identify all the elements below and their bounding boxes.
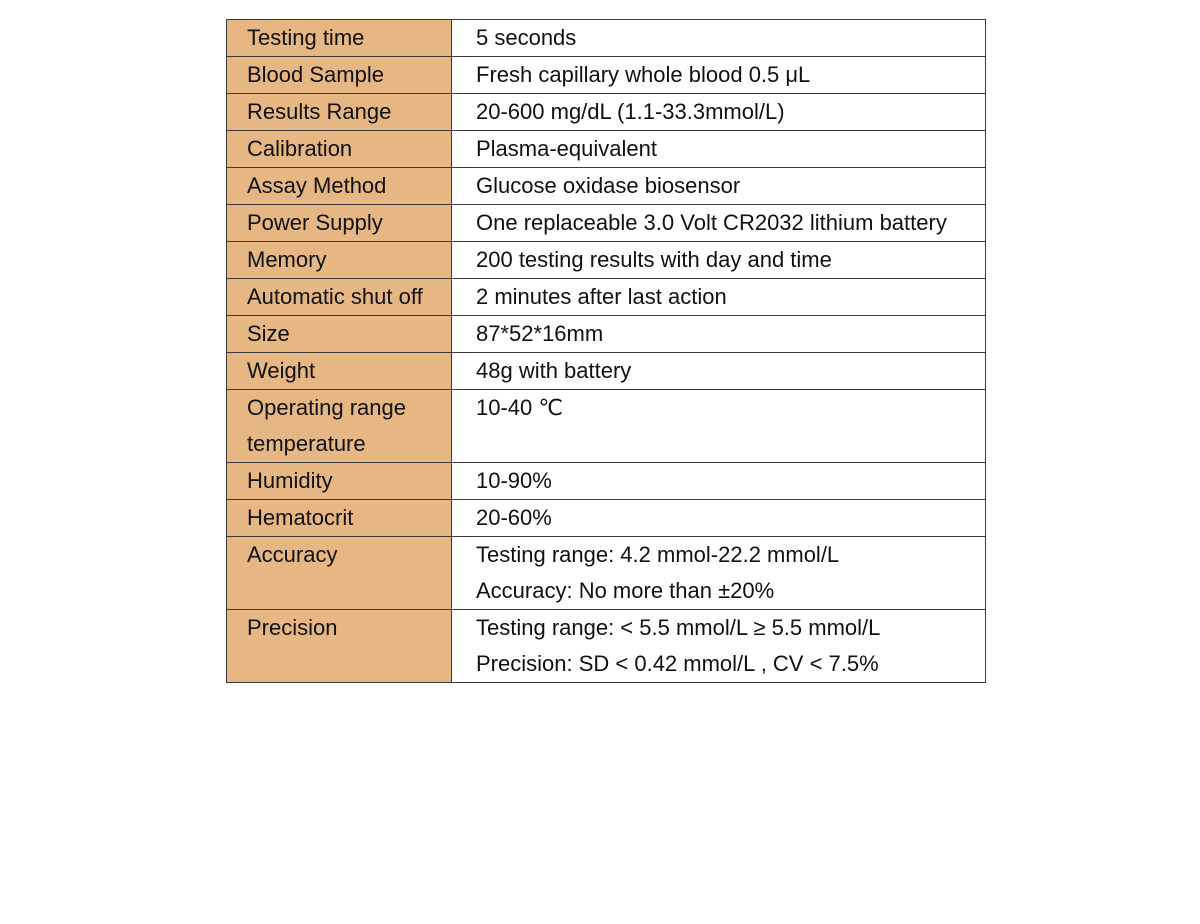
spec-row bbox=[227, 242, 986, 279]
spec-value-cell bbox=[452, 537, 986, 610]
spec-value: 10-90% bbox=[476, 468, 552, 493]
spec-value: 5 seconds bbox=[476, 25, 577, 50]
spec-row bbox=[227, 390, 986, 463]
spec-label-cell bbox=[227, 353, 452, 390]
spec-label-cell bbox=[227, 242, 452, 279]
spec-value: 20-600 mg/dL (1.1-33.3mmol/L) bbox=[476, 99, 785, 124]
spec-label: Size bbox=[247, 321, 290, 346]
spec-label: Weight bbox=[247, 358, 316, 383]
spec-row bbox=[227, 131, 986, 168]
spec-row bbox=[227, 94, 986, 131]
spec-label-cell bbox=[227, 279, 452, 316]
spec-value: Precision: SD < 0.42 mmol/L , CV < 7.5% bbox=[476, 651, 879, 676]
spec-label: Hematocrit bbox=[247, 505, 354, 530]
spec-label: Power Supply bbox=[247, 210, 383, 235]
spec-value: 200 testing results with day and time bbox=[476, 247, 832, 272]
spec-label-cell bbox=[227, 500, 452, 537]
spec-value-cell bbox=[452, 57, 986, 94]
spec-value-cell bbox=[452, 390, 986, 463]
spec-value-cell bbox=[452, 131, 986, 168]
spec-value-cell bbox=[452, 94, 986, 131]
spec-value: Fresh capillary whole blood 0.5 μL bbox=[476, 62, 811, 87]
spec-value: Accuracy: No more than ±20% bbox=[476, 578, 775, 603]
spec-label-cell bbox=[227, 316, 452, 353]
spec-label-cell bbox=[227, 463, 452, 500]
spec-value-cell bbox=[452, 316, 986, 353]
spec-row bbox=[227, 500, 986, 537]
spec-value-cell bbox=[452, 463, 986, 500]
spec-value-cell bbox=[452, 20, 986, 57]
spec-label-cell bbox=[227, 94, 452, 131]
spec-label: Precision bbox=[247, 615, 338, 640]
spec-table-body bbox=[227, 20, 986, 683]
spec-label-cell bbox=[227, 131, 452, 168]
spec-value: 87*52*16mm bbox=[476, 321, 604, 346]
spec-table bbox=[226, 19, 986, 683]
spec-row bbox=[227, 316, 986, 353]
spec-label-cell bbox=[227, 20, 452, 57]
spec-label-cell bbox=[227, 610, 452, 683]
spec-value: 2 minutes after last action bbox=[476, 284, 727, 309]
spec-value: Plasma-equivalent bbox=[476, 136, 657, 161]
spec-label: Memory bbox=[247, 247, 327, 272]
spec-label: Results Range bbox=[247, 99, 392, 124]
spec-row bbox=[227, 353, 986, 390]
spec-value: Testing range: < 5.5 mmol/L ≥ 5.5 mmol/L bbox=[476, 615, 881, 640]
spec-value-cell bbox=[452, 500, 986, 537]
spec-value: 48g with battery bbox=[476, 358, 632, 383]
spec-label-cell bbox=[227, 205, 452, 242]
spec-label-cell bbox=[227, 57, 452, 94]
spec-label: Testing time bbox=[247, 25, 365, 50]
spec-value-cell bbox=[452, 205, 986, 242]
spec-value: 20-60% bbox=[476, 505, 552, 530]
spec-value: Testing range: 4.2 mmol-22.2 mmol/L bbox=[476, 542, 840, 567]
spec-value-cell bbox=[452, 353, 986, 390]
spec-label: temperature bbox=[247, 431, 366, 456]
spec-value: One replaceable 3.0 Volt CR2032 lithium battery bbox=[476, 210, 947, 235]
spec-label-cell bbox=[227, 390, 452, 463]
spec-value: 10-40 ℃ bbox=[476, 395, 564, 420]
spec-value-cell bbox=[452, 610, 986, 683]
spec-row bbox=[227, 168, 986, 205]
spec-row bbox=[227, 279, 986, 316]
spec-row bbox=[227, 610, 986, 683]
spec-value-cell bbox=[452, 279, 986, 316]
spec-value-cell bbox=[452, 242, 986, 279]
spec-row bbox=[227, 205, 986, 242]
spec-row bbox=[227, 57, 986, 94]
spec-label: Calibration bbox=[247, 136, 353, 161]
spec-label-cell bbox=[227, 168, 452, 205]
spec-label-cell bbox=[227, 537, 452, 610]
spec-label: Operating range bbox=[247, 395, 406, 420]
spec-label: Humidity bbox=[247, 468, 333, 493]
spec-row bbox=[227, 537, 986, 610]
spec-row bbox=[227, 463, 986, 500]
spec-label: Assay Method bbox=[247, 173, 387, 198]
spec-label: Automatic shut off bbox=[247, 284, 423, 309]
spec-label: Accuracy bbox=[247, 542, 338, 567]
spec-row bbox=[227, 20, 986, 57]
spec-label: Blood Sample bbox=[247, 62, 384, 87]
spec-value-cell bbox=[452, 168, 986, 205]
spec-value: Glucose oxidase biosensor bbox=[476, 173, 741, 198]
